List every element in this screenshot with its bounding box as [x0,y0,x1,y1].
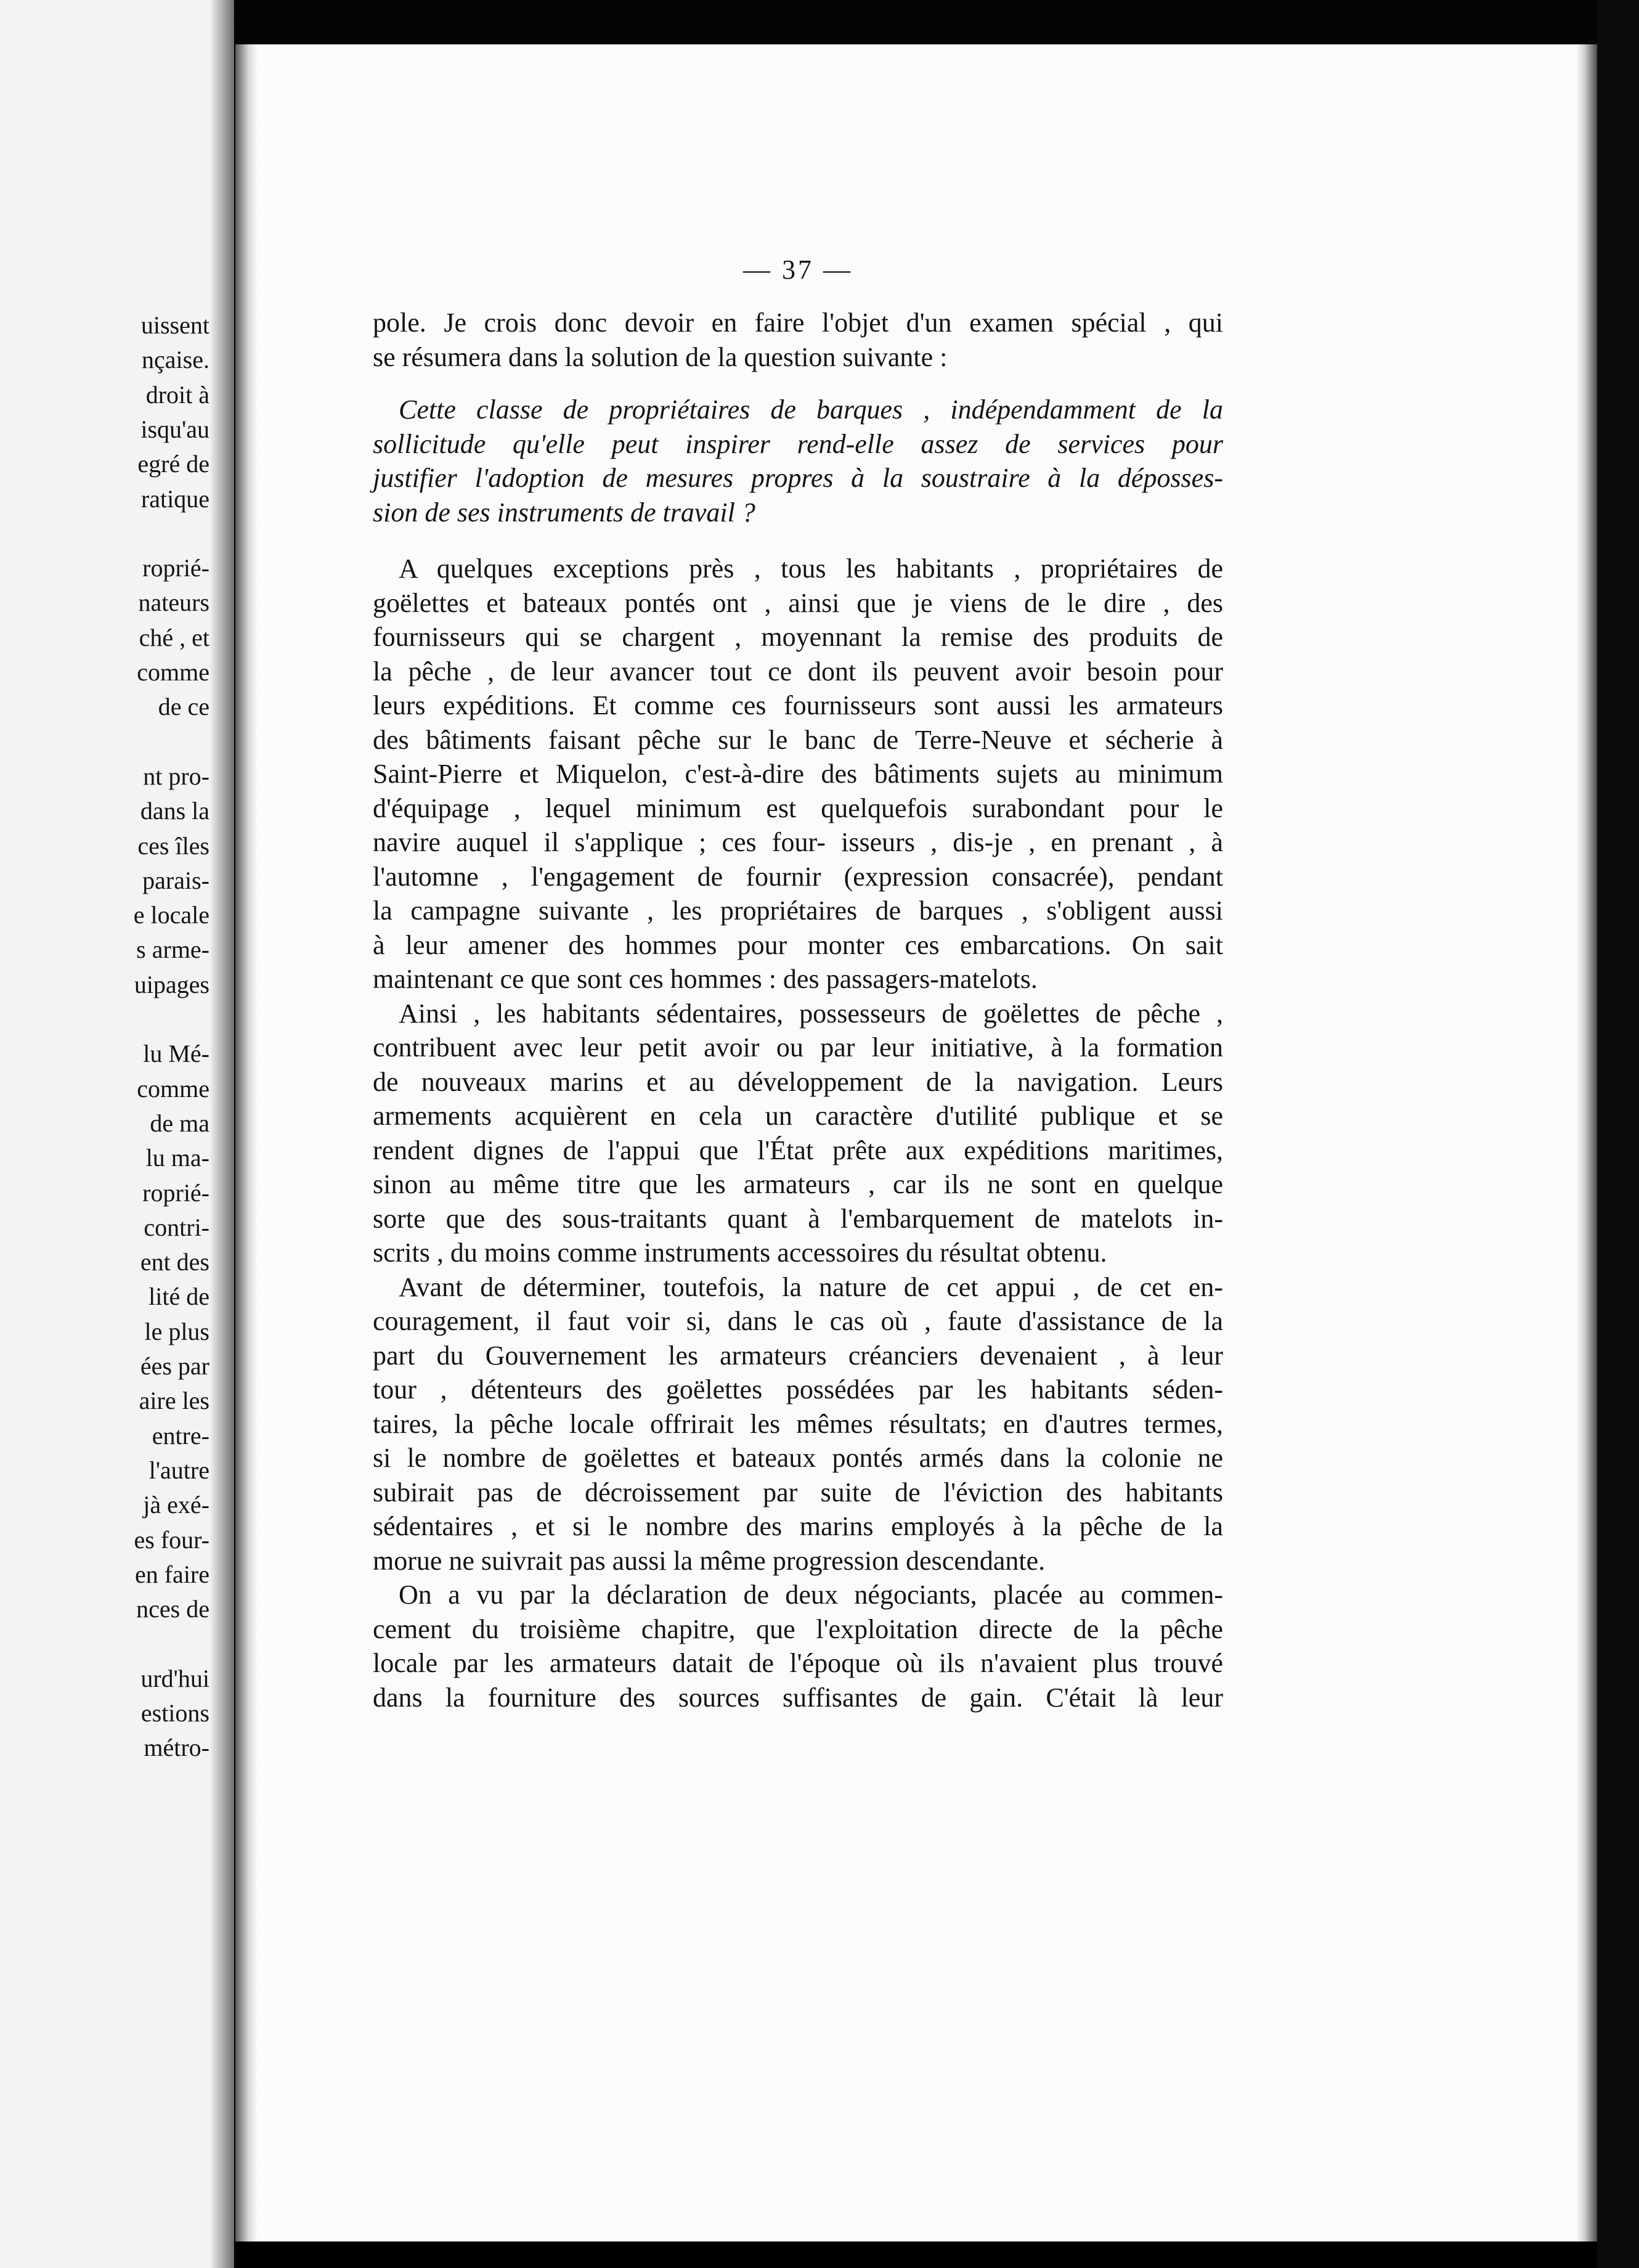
text-line: sion de ses instruments de travail ? [373,497,755,528]
left-page-fragment: roprié- [142,1178,209,1207]
left-page [0,0,234,2268]
text-line: contribuent avec leur petit avoir ou par leur initiative, à la formation [373,1032,1223,1063]
text-line: On a vu par la déclaration de deux négociants, placée au commen- [399,1580,1223,1610]
left-page-fragment: l'autre [148,1456,209,1484]
left-page-fragment: contri- [144,1213,209,1241]
text-line: Saint-Pierre et Miquelon, c'est-à-dire des bâtiments sujets au minimum [373,759,1223,789]
text-line: goëlettes et bateaux pontés ont , ainsi que je viens de le dire , des [373,587,1223,618]
text-line: Cette classe de propriétaires de barques , indépendamment de la [399,394,1223,425]
left-page-fragment: droit à [145,380,209,409]
page-edge [1576,44,1597,2241]
text-line: tour , détenteurs des goëlettes possédées par les habitants séden- [373,1374,1223,1405]
left-page-fragment: jà exé- [143,1491,209,1519]
text-line: Ainsi , les habitants sédentaires, possesseurs de goëlettes de pêche , [399,998,1223,1029]
left-page-fragment: ché , et [139,623,209,651]
text-line: rendent dignes de l'appui que l'État prête aux expéditions maritimes, [373,1135,1223,1165]
text-line: la campagne suivante , les propriétaires de barques , s'obligent aussi [373,895,1223,926]
text-line: sinon au même titre que les armateurs , car ils ne sont en quelque [373,1169,1223,1199]
page-gutter [235,44,258,2241]
left-page-fragment: en faire [134,1560,209,1588]
text-line: des bâtiments faisant pêche sur le banc de Terre-Neuve et sécherie à [373,724,1223,755]
text-line: justifier l'adoption de mesures propres à la soustraire à la déposses- [373,463,1223,493]
left-page-fragment: entre- [152,1421,209,1450]
text-line: de nouveaux marins et au développement de la navigation. Leurs [373,1066,1223,1097]
text-line: part du Gouvernement les armateurs créanciers devenaient , à leur [373,1340,1223,1371]
left-page-fragment: nces de [136,1595,209,1623]
left-page-fragment: ées par [140,1352,209,1380]
page-text [373,253,1223,1715]
left-page-fragment: ratique [140,484,209,513]
text-line: Avant de déterminer, toutefois, la nature de cet appui , de cet en- [399,1271,1223,1302]
left-page-fragment: comme [137,1074,209,1103]
text-line: à leur amener des hommes pour monter ces embarcations. On sait [373,929,1223,960]
text-line: A quelques exceptions près , tous les habitants , propriétaires de [399,553,1223,584]
left-page-fragment: parais- [142,866,209,894]
text-line: taires, la pêche locale offrirait les mêmes résultats; en d'autres termes, [373,1408,1223,1439]
text-line: locale par les armateurs datait de l'époque où ils n'avaient plus trouvé [373,1648,1223,1678]
text-line: se résumera dans la solution de la question suivante : [373,341,948,372]
left-page-fragment: dans la [140,797,209,825]
left-page-fragment: uissent [140,311,209,339]
text-line: l'automne , l'engagement de fournir (expression consacrée), pendant [373,861,1223,892]
text-line: sorte que des sous-traitants quant à l'embarquement de matelots in- [373,1203,1223,1234]
left-page-fragment: ent des [140,1248,209,1276]
paragraph-3 [373,1270,1223,1578]
text-line: sollicitude qu'elle peut inspirer rend-elle assez de services pour [373,428,1223,459]
left-page-fragment: comme [137,658,209,686]
paragraph-1 [373,552,1223,997]
left-page-fragment: de ce [158,693,209,721]
left-page-fragment: métro- [144,1734,209,1762]
left-page-shadow [209,0,234,2268]
question-block [373,393,1223,529]
scan-border-top [235,0,1597,44]
left-page-fragment: nçaise. [142,346,209,374]
left-page-fragment: urd'hui [140,1664,209,1692]
text-line: si le nombre de goëlettes et bateaux pontés armés dans la colonie ne [373,1443,1223,1473]
left-page-fragment: e locale [133,901,209,929]
left-page-fragment: estions [140,1699,209,1727]
text-line: sédentaires , et si le nombre des marins employés à la pêche de la [373,1511,1223,1541]
text-line: armements acquièrent en cela un caractère d'utilité publique et se [373,1101,1223,1131]
left-page-fragment: es four- [134,1525,209,1554]
paragraph-2 [373,997,1223,1270]
text-line: fournisseurs qui se chargent , moyennant la remise des produits de [373,622,1223,652]
left-page-fragment: le plus [144,1317,209,1345]
text-line: couragement, il faut voir si, dans le cas où , faute d'assistance de la [373,1306,1223,1336]
text-line: scrits , du moins comme instruments accessoires du résultat obtenu. [373,1238,1107,1268]
opening-paragraph [373,306,1223,374]
scan-border-right [1597,0,1639,2268]
left-page-fragment: aire les [139,1387,209,1415]
left-page-fragment: egré de [137,450,209,478]
text-line: d'équipage , lequel minimum est quelquefois surabondant pour le [373,793,1223,823]
text-line: pole. Je crois donc devoir en faire l'objet d'un examen spécial , qui [373,308,1223,338]
text-line: cement du troisième chapitre, que l'exploitation directe de la pêche [373,1613,1223,1644]
text-line: navire auquel il s'applique ; ces four- isseurs , dis-je , en prenant , à [373,827,1223,857]
text-line: leurs expéditions. Et comme ces fournisseurs sont aussi les armateurs [373,690,1223,720]
left-page-fragment: ces îles [137,831,209,860]
left-page-fragment: de ma [150,1109,209,1137]
left-page-fragment: isqu'au [140,415,209,443]
left-page-fragment: lu Mé- [143,1040,209,1068]
text-line: subirait pas de décroissement par suite de l'éviction des habitants [373,1477,1223,1507]
left-page-fragment: nateurs [138,589,209,617]
left-page-fragment: roprié- [142,554,209,582]
text-line: dans la fourniture des sources suffisantes de gain. C'était là leur [373,1682,1223,1713]
text-line: maintenant ce que sont ces hommes : des passagers-matelots. [373,964,1038,994]
page-number: — 37 — [743,255,853,285]
paragraph-4 [373,1578,1223,1715]
left-page-fragment: lité de [148,1283,209,1311]
text-line: la pêche , de leur avancer tout ce dont ils peuvent avoir besoin pour [373,656,1223,687]
left-page-fragment: lu ma- [145,1144,209,1172]
left-page-fragment: nt pro- [143,762,209,790]
left-page-fragment: s arme- [136,936,209,964]
left-page-fragment: uipages [134,970,209,998]
text-line: morue ne suivrait pas aussi la même progression descendante. [373,1545,1046,1576]
